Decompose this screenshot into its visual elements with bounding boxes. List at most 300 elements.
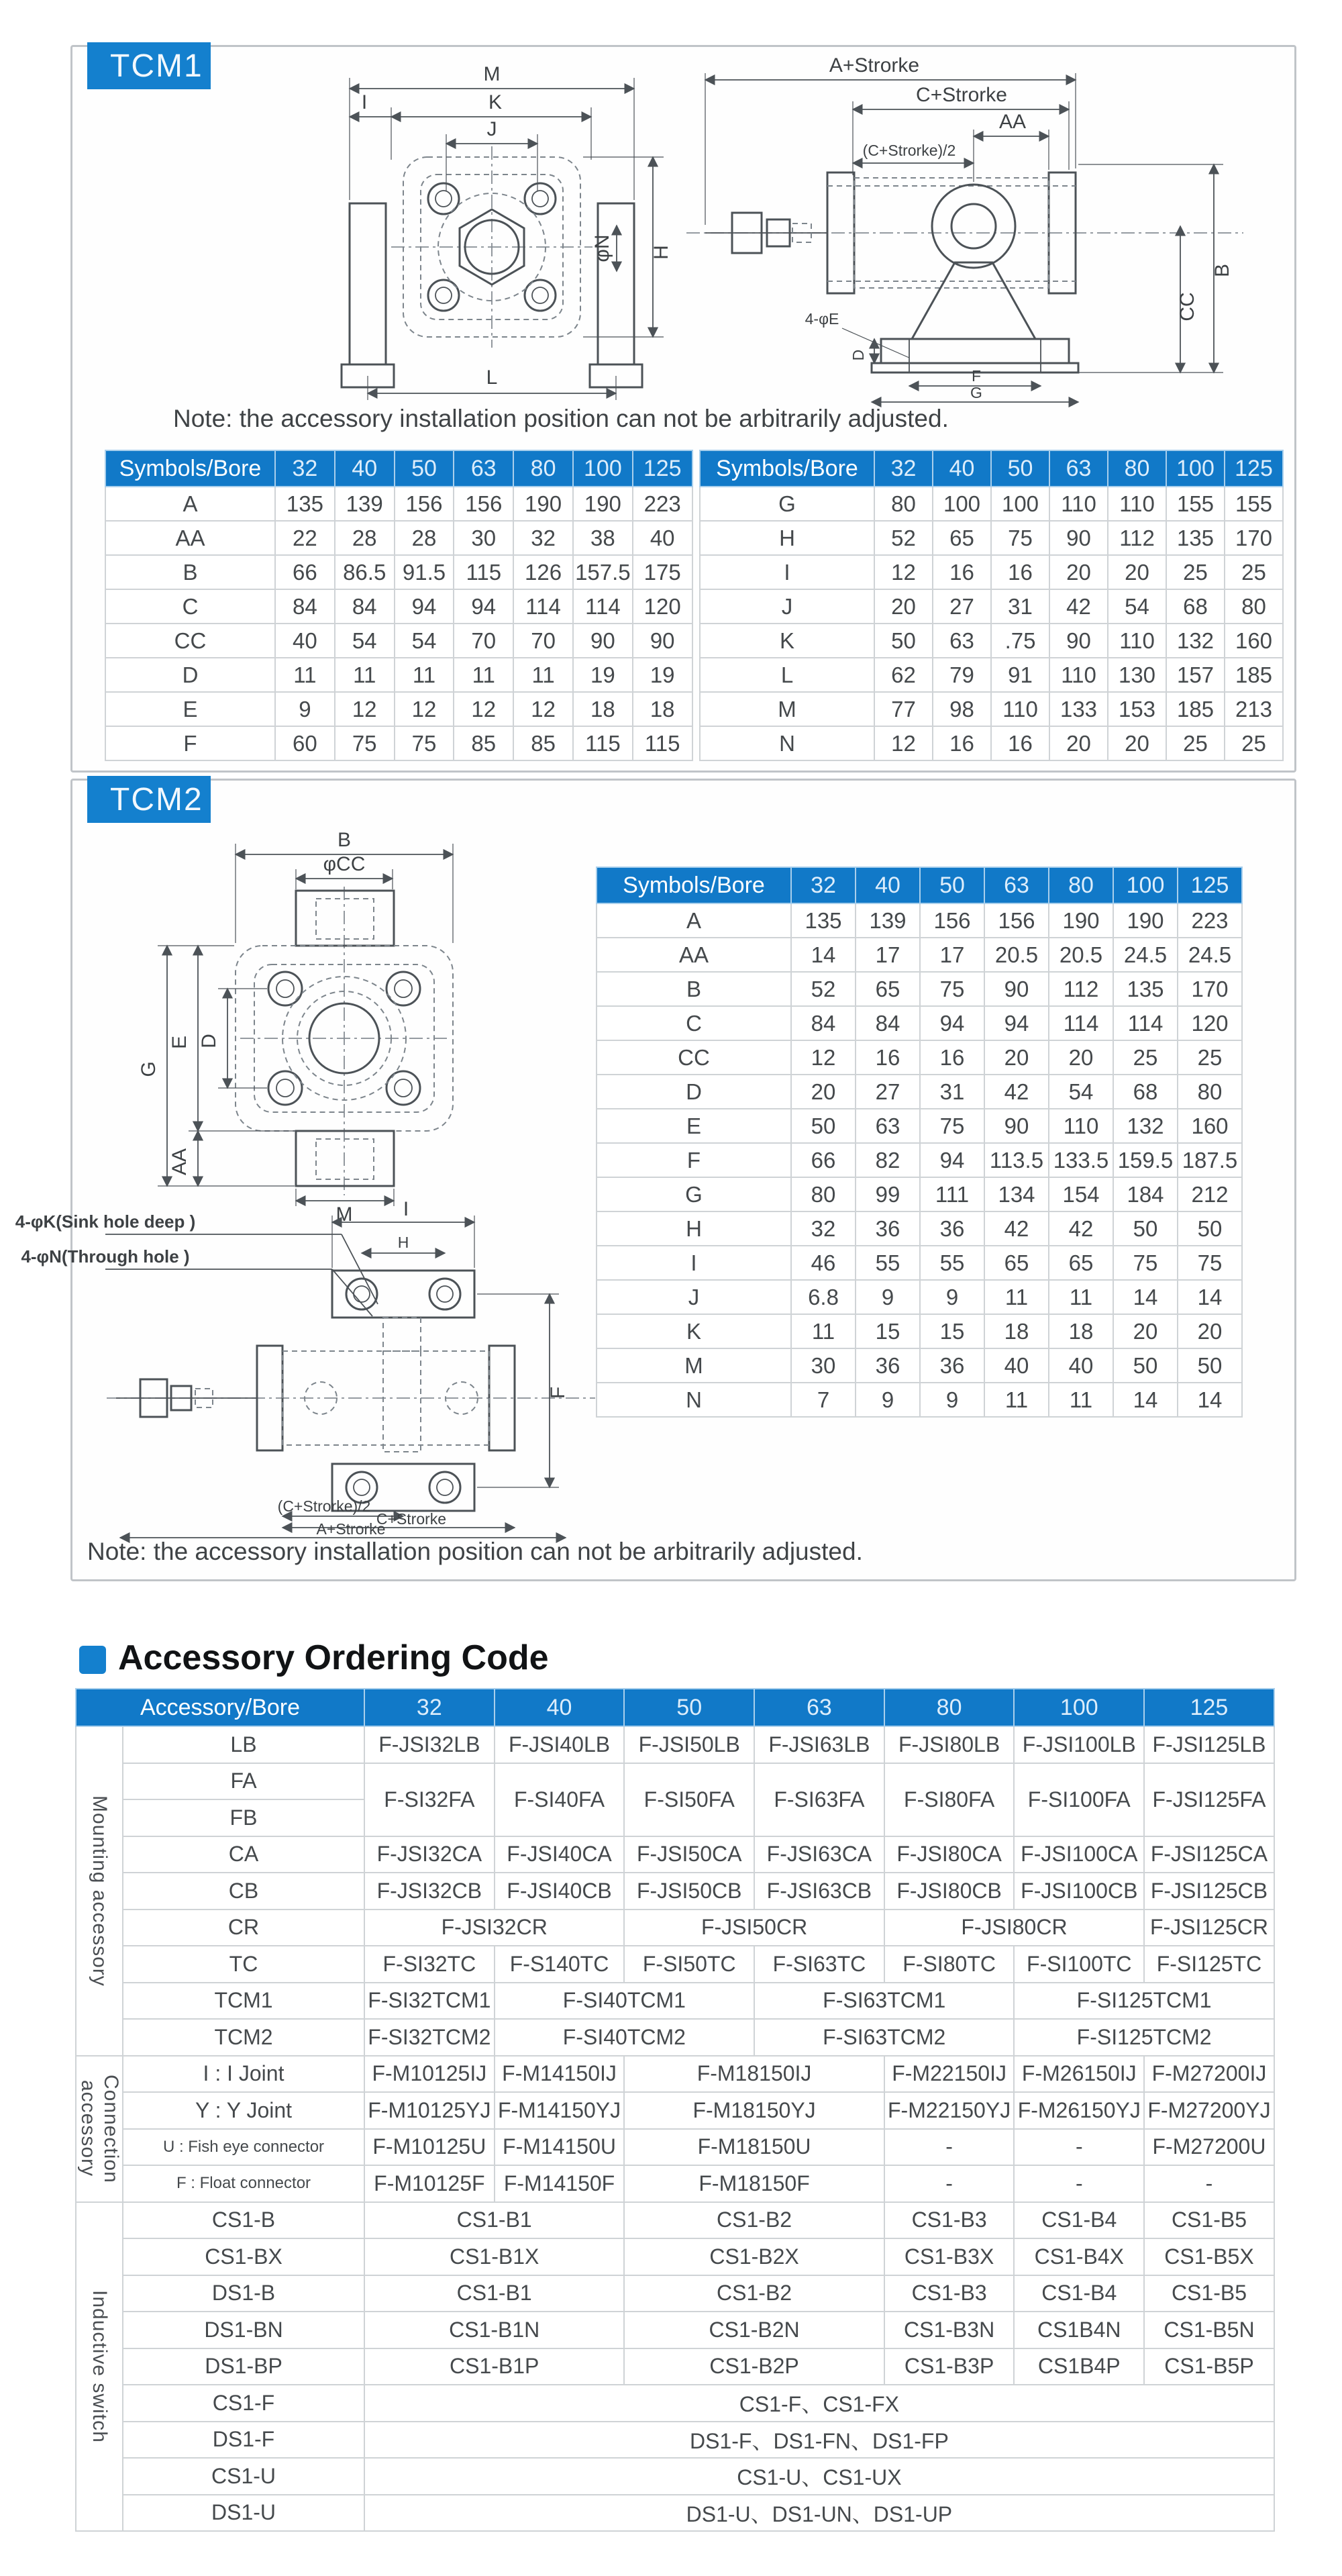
cell: 18 (573, 692, 633, 726)
cell: 100 (991, 487, 1049, 521)
cell: 9 (856, 1383, 920, 1417)
cell: 156 (395, 487, 454, 521)
cell: F-SI125TCM1 (1014, 1983, 1274, 2020)
table-row (105, 555, 692, 589)
cell: F-JSI125LB (1144, 1726, 1274, 1763)
cell: CS1-BX (123, 2238, 364, 2275)
cell: 18 (633, 692, 692, 726)
cell: 40 (275, 624, 335, 658)
table-row (76, 1763, 1274, 1800)
table-row (700, 692, 1283, 726)
cell: 25 (1166, 726, 1225, 760)
tcm2-side-view-drawing (15, 1198, 606, 1539)
column-header: 63 (984, 867, 1049, 903)
cell: CS1-B4X (1014, 2238, 1144, 2275)
cell: 79 (933, 658, 991, 692)
column-header: 40 (856, 867, 920, 903)
cell: J (597, 1280, 791, 1314)
cell: 7 (791, 1383, 856, 1417)
cell: 12 (874, 726, 933, 760)
cell: F-JSI63CA (754, 1836, 884, 1873)
cell: 75 (1113, 1246, 1178, 1280)
column-header: 100 (1113, 867, 1178, 903)
cell: CS1-B3X (884, 2238, 1015, 2275)
cell: 12 (791, 1040, 856, 1075)
cell: 9 (920, 1280, 984, 1314)
cell: 54 (335, 624, 395, 658)
cell: DS1-BP (123, 2348, 364, 2385)
tcm1-dim-B: B (1211, 263, 1233, 278)
cell: 15 (920, 1314, 984, 1348)
table-row (76, 1946, 1274, 1983)
cell: 90 (984, 1109, 1049, 1143)
table-row (597, 1143, 1242, 1177)
cell: CA (123, 1836, 364, 1873)
cell: CS1-B1P (364, 2348, 624, 2385)
table-row (105, 589, 692, 624)
cell: 65 (856, 972, 920, 1006)
cell: 24.5 (1113, 938, 1178, 972)
group-label: Connection accessory (76, 2056, 123, 2202)
tcm1-dim-half-stroke: (C+Strorke)/2 (862, 142, 956, 159)
cell: C (105, 589, 275, 624)
cell: 31 (920, 1075, 984, 1109)
cell: 55 (920, 1246, 984, 1280)
table-row (597, 1246, 1242, 1280)
cell: TC (123, 1946, 364, 1983)
tcm2-front-view-drawing (123, 829, 552, 1226)
tcm2-note: Note: the accessory installation position can not be arbitrarily adjusted. (87, 1538, 863, 1565)
cell: F-SI100FA (1014, 1763, 1144, 1836)
header-row (76, 1689, 1274, 1726)
cell: 68 (1113, 1075, 1178, 1109)
table-row (76, 2495, 1274, 2532)
table-row (76, 2165, 1274, 2202)
cell: 19 (633, 658, 692, 692)
cell: F-JSI80CR (884, 1910, 1144, 1946)
column-header: 40 (495, 1689, 625, 1726)
group-label: Inductive switch (76, 2202, 123, 2532)
cell: 190 (513, 487, 573, 521)
table-row (597, 903, 1242, 938)
column-header: 40 (335, 450, 395, 487)
tcm2-dimension-table (596, 866, 1243, 1418)
cell: 75 (920, 1109, 984, 1143)
table-row (76, 2129, 1274, 2166)
cell: 160 (1178, 1109, 1242, 1143)
cell: F-JSI40LB (495, 1726, 625, 1763)
cell: G (700, 487, 874, 521)
cell: CS1-U (123, 2458, 364, 2495)
cell: F-M14150IJ (495, 2056, 625, 2093)
cell: 139 (335, 487, 395, 521)
cell: F-JSI100LB (1014, 1726, 1144, 1763)
cell: 14 (1178, 1383, 1242, 1417)
cell: F-JSI63LB (754, 1726, 884, 1763)
cell: 11 (513, 658, 573, 692)
tcm1-dim-G: G (970, 384, 982, 401)
cell: 17 (920, 938, 984, 972)
cell: CS1-B3 (884, 2202, 1015, 2239)
cell: H (700, 521, 874, 555)
cell: 84 (335, 589, 395, 624)
tcm1-dim-phiN: φN (591, 234, 613, 262)
cell: 40 (1049, 1348, 1113, 1383)
cell: F-M26150YJ (1014, 2092, 1144, 2129)
cell: F (597, 1143, 791, 1177)
accessory-title: Accessory Ordering Code (118, 1638, 549, 1677)
cell: 54 (395, 624, 454, 658)
cell: F-SI40FA (495, 1763, 625, 1836)
cell: I (700, 555, 874, 589)
cell: 94 (984, 1006, 1049, 1040)
cell: 82 (856, 1143, 920, 1177)
cell: F-JSI32CB (364, 1873, 495, 1910)
cell: 160 (1225, 624, 1283, 658)
tcm1-side-view-drawing (673, 54, 1263, 406)
cell: F-SI32FA (364, 1763, 495, 1836)
table-row (105, 658, 692, 692)
cell: F-JSI80CA (884, 1836, 1015, 1873)
cell: 42 (984, 1211, 1049, 1246)
cell: F-SI63TCM1 (754, 1983, 1014, 2020)
tcm2-badge (87, 776, 211, 823)
tcm1-dim-CC: CC (1176, 292, 1198, 321)
cell: 25 (1166, 555, 1225, 589)
cell: 75 (991, 521, 1049, 555)
column-header: 80 (1108, 450, 1166, 487)
cell: 12 (874, 555, 933, 589)
table-row (105, 624, 692, 658)
cell: 156 (454, 487, 513, 521)
cell: 16 (920, 1040, 984, 1075)
cell: B (597, 972, 791, 1006)
cell: 16 (991, 555, 1049, 589)
cell: CS1-B4 (1014, 2275, 1144, 2312)
cell: K (597, 1314, 791, 1348)
table-row (76, 2458, 1274, 2495)
cell: 9 (856, 1280, 920, 1314)
cell: 90 (573, 624, 633, 658)
cell: 110 (1049, 1109, 1113, 1143)
cell: 120 (633, 589, 692, 624)
cell: 14 (1178, 1280, 1242, 1314)
cell: N (597, 1383, 791, 1417)
cell: 65 (984, 1246, 1049, 1280)
column-header: 80 (1049, 867, 1113, 903)
cell: F-SI63TC (754, 1946, 884, 1983)
cell: 17 (856, 938, 920, 972)
tcm2-dim-AA: AA (168, 1148, 191, 1176)
cell: CB (123, 1873, 364, 1910)
cell: F-M27200U (1144, 2129, 1274, 2166)
column-header: 50 (920, 867, 984, 903)
cell: 75 (1178, 1246, 1242, 1280)
cell: A (105, 487, 275, 521)
column-header: Symbols/Bore (700, 450, 874, 487)
cell: C (597, 1006, 791, 1040)
cell: 32 (513, 521, 573, 555)
cell: 80 (1225, 589, 1283, 624)
cell: CC (105, 624, 275, 658)
cell: 20 (874, 589, 933, 624)
cell: 114 (513, 589, 573, 624)
cell: 14 (1113, 1383, 1178, 1417)
cell: CR (123, 1910, 364, 1946)
cell: F-JSI32CA (364, 1836, 495, 1873)
table-row (76, 2348, 1274, 2385)
cell: CS1-B1X (364, 2238, 624, 2275)
cell: 66 (275, 555, 335, 589)
tcm2-dim-half-stroke: (C+Strorke)/2 (277, 1497, 371, 1515)
group-label: Mounting accessory (76, 1726, 123, 2056)
cell: 212 (1178, 1177, 1242, 1211)
cell: L (700, 658, 874, 692)
tcm2-dim-I: I (403, 1198, 409, 1220)
tcm2-dim-Cstroke: C+Strorke (376, 1510, 447, 1528)
header-row (700, 450, 1283, 487)
cell: 22 (275, 521, 335, 555)
cell: 11 (454, 658, 513, 692)
cell: Y : Y Joint (123, 2092, 364, 2129)
cell: 50 (1178, 1211, 1242, 1246)
cell: F-M10125F (364, 2165, 495, 2202)
cell: F-M10125YJ (364, 2092, 495, 2129)
cell: 132 (1166, 624, 1225, 658)
cell: 155 (1166, 487, 1225, 521)
table-row (597, 1006, 1242, 1040)
cell: 54 (1108, 589, 1166, 624)
cell: 52 (791, 972, 856, 1006)
tcm1-dimension-table-left (105, 450, 693, 761)
cell: 90 (1049, 624, 1108, 658)
cell: F-SI32TCM1 (364, 1983, 495, 2020)
cell: 75 (395, 726, 454, 760)
cell: F-JSI40CB (495, 1873, 625, 1910)
cell: 20 (1178, 1314, 1242, 1348)
column-header: 63 (754, 1689, 884, 1726)
cell: 94 (920, 1006, 984, 1040)
cell: 190 (1049, 903, 1113, 938)
cell: CS1-B2N (624, 2312, 884, 2348)
cell: F (105, 726, 275, 760)
tcm1-section (70, 45, 1296, 773)
cell: 11 (791, 1314, 856, 1348)
cell: 16 (991, 726, 1049, 760)
table-row (597, 1314, 1242, 1348)
tcm2-section (15, 779, 1296, 1581)
cell: 9 (275, 692, 335, 726)
table-row (597, 1109, 1242, 1143)
cell: FA (123, 1763, 364, 1800)
tcm1-note: Note: the accessory installation position can not be arbitrarily adjusted. (173, 405, 949, 432)
cell: 28 (335, 521, 395, 555)
cell: DS1-F、DS1-FN、DS1-FP (364, 2422, 1274, 2459)
cell: 40 (633, 521, 692, 555)
cell: 132 (1113, 1109, 1178, 1143)
table-row (105, 726, 692, 760)
cell: F-M27200IJ (1144, 2056, 1274, 2093)
cell: CS1-F (123, 2385, 364, 2422)
cell: 12 (335, 692, 395, 726)
cell: 91.5 (395, 555, 454, 589)
cell: 11 (984, 1280, 1049, 1314)
cell: F-M22150IJ (884, 2056, 1015, 2093)
cell: 52 (874, 521, 933, 555)
cell: 113.5 (984, 1143, 1049, 1177)
cell: 42 (1049, 589, 1108, 624)
cell: - (1014, 2165, 1144, 2202)
cell: 90 (633, 624, 692, 658)
cell: 70 (454, 624, 513, 658)
cell: CS1-B1 (364, 2202, 624, 2239)
table-row (76, 1836, 1274, 1873)
cell: 46 (791, 1246, 856, 1280)
cell: F-S140TC (495, 1946, 625, 1983)
cell: F-M10125IJ (364, 2056, 495, 2093)
cell: F-M14150YJ (495, 2092, 625, 2129)
cell: 85 (513, 726, 573, 760)
tcm2-dim-F: F (547, 1386, 569, 1399)
tcm2-dim-H: H (397, 1234, 409, 1251)
cell: 12 (513, 692, 573, 726)
column-header: Symbols/Bore (105, 450, 275, 487)
cell: 36 (856, 1211, 920, 1246)
cell: - (1144, 2165, 1274, 2202)
cell: 84 (275, 589, 335, 624)
cell: F-JSI100CA (1014, 1836, 1144, 1873)
tcm1-dim-H: H (650, 245, 672, 260)
cell: F-JSI80LB (884, 1726, 1015, 1763)
cell: H (597, 1211, 791, 1246)
table-row (76, 2312, 1274, 2348)
cell: CS1B4P (1014, 2348, 1144, 2385)
cell: 20 (1049, 726, 1108, 760)
cell: 98 (933, 692, 991, 726)
table-row (700, 589, 1283, 624)
column-header: 32 (791, 867, 856, 903)
column-header: 100 (1014, 1689, 1144, 1726)
cell: 38 (573, 521, 633, 555)
cell: 6.8 (791, 1280, 856, 1314)
cell: 115 (633, 726, 692, 760)
tcm1-dim-Cstroke: C+Strorke (916, 84, 1007, 106)
cell: 70 (513, 624, 573, 658)
cell: CS1-B3P (884, 2348, 1015, 2385)
cell: F-M18150IJ (624, 2056, 884, 2093)
tcm2-label-sink-hole: 4-φK(Sink hole deep ) (15, 1211, 196, 1232)
tcm1-dim-M: M (483, 63, 501, 85)
cell: 170 (1225, 521, 1283, 555)
cell: 112 (1108, 521, 1166, 555)
cell: 184 (1113, 1177, 1178, 1211)
tcm1-dim-K: K (488, 91, 503, 113)
tcm1-badge-label: TCM1 (110, 48, 203, 84)
cell: 110 (1049, 658, 1108, 692)
cell: F-JSI32LB (364, 1726, 495, 1763)
tcm2-dim-E: E (168, 1035, 191, 1050)
cell: - (1014, 2129, 1144, 2166)
cell: F-JSI50CB (624, 1873, 754, 1910)
cell: 20.5 (984, 938, 1049, 972)
cell: 223 (633, 487, 692, 521)
cell: F-JSI125CB (1144, 1873, 1274, 1910)
cell: J (700, 589, 874, 624)
accessory-ordering-table (75, 1688, 1275, 2532)
cell: 133.5 (1049, 1143, 1113, 1177)
cell: D (597, 1075, 791, 1109)
cell: 24.5 (1178, 938, 1242, 972)
table-row (76, 1726, 1274, 1763)
cell: 50 (791, 1109, 856, 1143)
cell: 135 (791, 903, 856, 938)
cell: 42 (984, 1075, 1049, 1109)
cell: 115 (454, 555, 513, 589)
cell: DS1-BN (123, 2312, 364, 2348)
cell: AA (105, 521, 275, 555)
column-header: 125 (633, 450, 692, 487)
cell: F-M26150IJ (1014, 2056, 1144, 2093)
cell: DS1-F (123, 2422, 364, 2459)
column-header: 32 (275, 450, 335, 487)
cell: 213 (1225, 692, 1283, 726)
cell: CS1-B (123, 2202, 364, 2239)
cell: F-JSI50CR (624, 1910, 884, 1946)
cell: 50 (1178, 1348, 1242, 1383)
cell: LB (123, 1726, 364, 1763)
cell: CS1-U、CS1-UX (364, 2458, 1274, 2495)
cell: F-JSI32CR (364, 1910, 624, 1946)
cell: 20.5 (1049, 938, 1113, 972)
table-row (700, 521, 1283, 555)
cell: I (597, 1246, 791, 1280)
cell: 110 (1049, 487, 1108, 521)
cell: 62 (874, 658, 933, 692)
cell: 75 (335, 726, 395, 760)
cell: - (884, 2129, 1015, 2166)
cell: F-M27200YJ (1144, 2092, 1274, 2129)
cell: 63 (933, 624, 991, 658)
table-row (76, 2019, 1274, 2056)
cell: 120 (1178, 1006, 1242, 1040)
cell: U : Fish eye connector (123, 2129, 364, 2166)
cell: 25 (1178, 1040, 1242, 1075)
table-row (597, 1075, 1242, 1109)
cell: CS1-B2P (624, 2348, 884, 2385)
cell: 16 (933, 555, 991, 589)
header-row (597, 867, 1242, 903)
cell: 63 (856, 1109, 920, 1143)
cell: 28 (395, 521, 454, 555)
cell: 114 (1113, 1006, 1178, 1040)
cell: DS1-B (123, 2275, 364, 2312)
cell: 77 (874, 692, 933, 726)
cell: F-JSI125CA (1144, 1836, 1274, 1873)
cell: 50 (1113, 1211, 1178, 1246)
cell: 94 (395, 589, 454, 624)
cell: 65 (1049, 1246, 1113, 1280)
cell: F-SI50FA (624, 1763, 754, 1836)
column-header: 32 (874, 450, 933, 487)
cell: F-M18150F (624, 2165, 884, 2202)
column-header: 63 (454, 450, 513, 487)
cell: F-M18150YJ (624, 2092, 884, 2129)
cell: 18 (1049, 1314, 1113, 1348)
cell: 90 (1049, 521, 1108, 555)
table-row (597, 1348, 1242, 1383)
cell: CS1-B5 (1144, 2275, 1274, 2312)
tcm1-dim-4phiE: 4-φE (805, 310, 839, 328)
